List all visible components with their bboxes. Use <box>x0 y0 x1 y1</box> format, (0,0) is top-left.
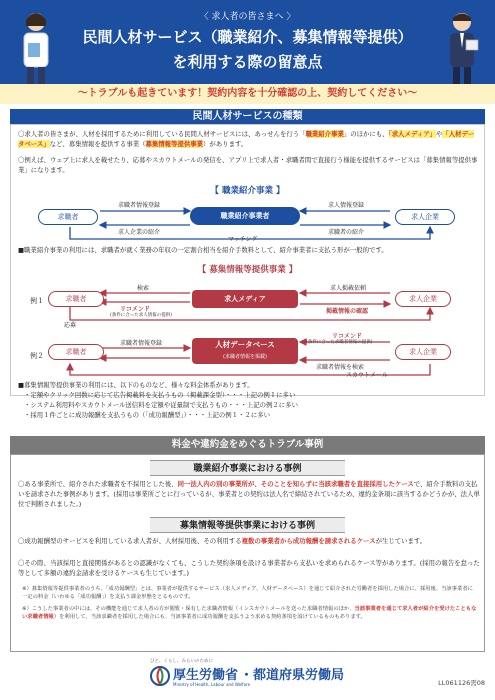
header-subtitle: 〈 求人者の皆さまへ 〉 <box>199 12 296 22</box>
posting-ex2-search: 求職者情報を検索 <box>316 364 365 371</box>
bureau-name: ・都道府県労働局 <box>240 668 345 683</box>
page-title-line2: を利用する際の留意点 <box>172 53 323 71</box>
trouble-heading: 料金や違約金をめぐるトラブル事例 <box>10 436 485 454</box>
posting-ex2-jobseeker: 求職者 <box>48 344 104 360</box>
posting-ex2-recommend: リコメンド <box>332 333 362 340</box>
trouble-posting-title: 募集情報等提供事業における事例 <box>150 517 345 533</box>
posting-ex2-employer: 求人企業 <box>395 344 451 360</box>
posting-ex1-search: 検索 <box>137 285 150 292</box>
placement-title: 【 職業紹介事業 】 <box>210 186 285 196</box>
posting-notes <box>18 380 480 420</box>
posting-ex1-reg: 求人掲載依頼 <box>330 285 367 292</box>
posting-ex1-apply: 応募 <box>64 322 77 329</box>
posting-note-0: ■募集情報等提供事業の利用には、以下のものなど、様々な料金体系があります。 <box>18 381 254 389</box>
posting-note-1: ・定額やクリック回数に応じて広告掲載料を支払うもの（掲載課金型）・・・上記の例１に多い <box>24 391 296 399</box>
trouble-placement-paragraph: 〇ある事業所で、紹介された求職者を不採用とした後、同一法人内の別の事業所が、そのことを知らずに当該求職者を直接採用したケースで、紹介手数料の支払いを請求された事例があります。(採用は事業所ごとに行っているが、事業者との契約は法人名で締結されているため、違約金条項に該当するかどうかが、法人単位で判断されました。) <box>18 480 480 508</box>
posting-ex1-check: 掲載情報の確認 <box>326 308 369 315</box>
doc-code: LL061126需08 <box>438 679 485 687</box>
ministry-name-en: Ministry of Health, Labour and Welfare <box>173 682 251 687</box>
posting-note-2: ・システム利用料やスカウトメール送信料を定額や従量制で支払うもの・・・上記の例２に多い <box>24 401 298 409</box>
page-title-line1: 民間人材サービス（職業紹介、募集情報等提供） <box>82 28 413 46</box>
posting-ex2-scout: スカウトメール <box>346 372 388 379</box>
posting-ex2-recommend-sub: (条件に合った求職者情報の提供) <box>306 340 373 345</box>
trouble-footnote-2: ※）こうした事業者の中には、その機能を通じて求人者の方が閲覧・保有した求職者情報（インスカウトメールを送った求職者情報のほか、当該事業者を通じて求人者が紹介を受けたこともない求職者情報）を利用して、当該求職者を採用した場合にも、当該事業者に成功報酬を支払うよう求める契約条項を設けているものもあります。 <box>22 606 477 620</box>
posting-ex1-label: 例１ <box>30 297 44 305</box>
ministry-logo-icon <box>150 665 170 687</box>
placement-label-bl: 求人企業の紹介 <box>118 229 161 236</box>
posting-ex2-database: 人材データベース (求職者情報を掲載) <box>192 338 298 364</box>
placement-label-matching: マッチング <box>228 236 258 243</box>
placement-agency: 職業紹介事業者 <box>190 207 300 225</box>
footer-tagline: ひと、くらし、みらいのために <box>150 659 213 664</box>
trouble-posting-paragraph-2: 〇その際、当該採用と直接関係があるとの認識がなくても、こうした契約条項を設ける事業者から支払いを求められるケース等があります。(採用の報告を怠った等として多額の違約金請求を受けるケースも生じています。) <box>18 559 480 577</box>
trouble-footnote-1: ※）募集情報等提供事業者のうち、「成功報酬型」とは、事業者が提供するサービス（求人メディア、人材データベース）を通じて紹介された労働者を採用した場合に、採用後、当該事業者に一定の料金（いわゆる「成功報酬」）を支払う課金形態をとるものです。 <box>22 586 473 600</box>
types-section-heading: 民間人材サービスの種類 <box>10 109 485 124</box>
trouble-placement-title: 職業紹介事業における事例 <box>150 460 345 476</box>
warning-banner: 〜トラブルも起きています！契約内容を十分確認の上、契約してください〜 <box>0 84 495 104</box>
woman-illustration-icon <box>14 8 58 84</box>
posting-ex1-recommend: リコメンド <box>120 306 150 313</box>
posting-ex2-reg: 求職者情報登録 <box>120 340 163 347</box>
types-paragraph-1: 〇求人者の皆さまが、人材を採用するために利用している民間人材サービスには、あっせんを行う「職業紹介事業」のほかにも、「求人メディア」や「人材データベース」など、募集情報を提供する事業（募集情報等提供事業）があります。 <box>18 130 475 148</box>
posting-ex1-media: 求人メディア <box>192 290 298 308</box>
placement-label-tr: 求人情報登録 <box>328 202 365 209</box>
types-paragraph-2: 〇例えば、ウェブ上に求人を載せたり、応募やスカウトメールの発信を、アプリ上で求人者・求職者間で直接行う様能を提供するサービスは「募集情報等提供事業」になります。 <box>18 156 478 174</box>
placement-jobseeker: 求職者 <box>38 209 98 225</box>
man-illustration-icon <box>440 8 484 84</box>
posting-title: 【 募集情報等提供事業 】 <box>197 265 298 275</box>
posting-note-3: ・採用１件ごとに成功報酬を支払うもの（「成功報酬型」）・・・上記の例１・２に多い <box>24 411 271 419</box>
posting-ex1-jobseeker: 求職者 <box>48 291 104 307</box>
posting-ex1-employer: 求人企業 <box>395 291 451 307</box>
ministry-name: 厚生労働省 <box>173 668 239 683</box>
trouble-posting-paragraph-1: 〇成功報酬型のサービスを利用している求人者が、人材採用後、その利用する複数の事業者から成功報酬を請求されるケースが生じています。 <box>18 537 427 545</box>
placement-label-br: 求職者の紹介 <box>328 229 365 236</box>
placement-label-tl: 求職者情報登録 <box>118 202 161 209</box>
placement-note: ■職業紹介事業の利用には、求職者が就く業務の年収の一定割合相当を紹介手数料として、紹介事業者に支払う形が一般的です。 <box>18 246 388 254</box>
posting-ex1-recommend-sub: (条件に合った求人情報の提供) <box>110 313 173 318</box>
footer <box>0 656 495 700</box>
posting-ex2-label: 例２ <box>30 352 44 360</box>
placement-employer: 求人企業 <box>395 209 455 225</box>
